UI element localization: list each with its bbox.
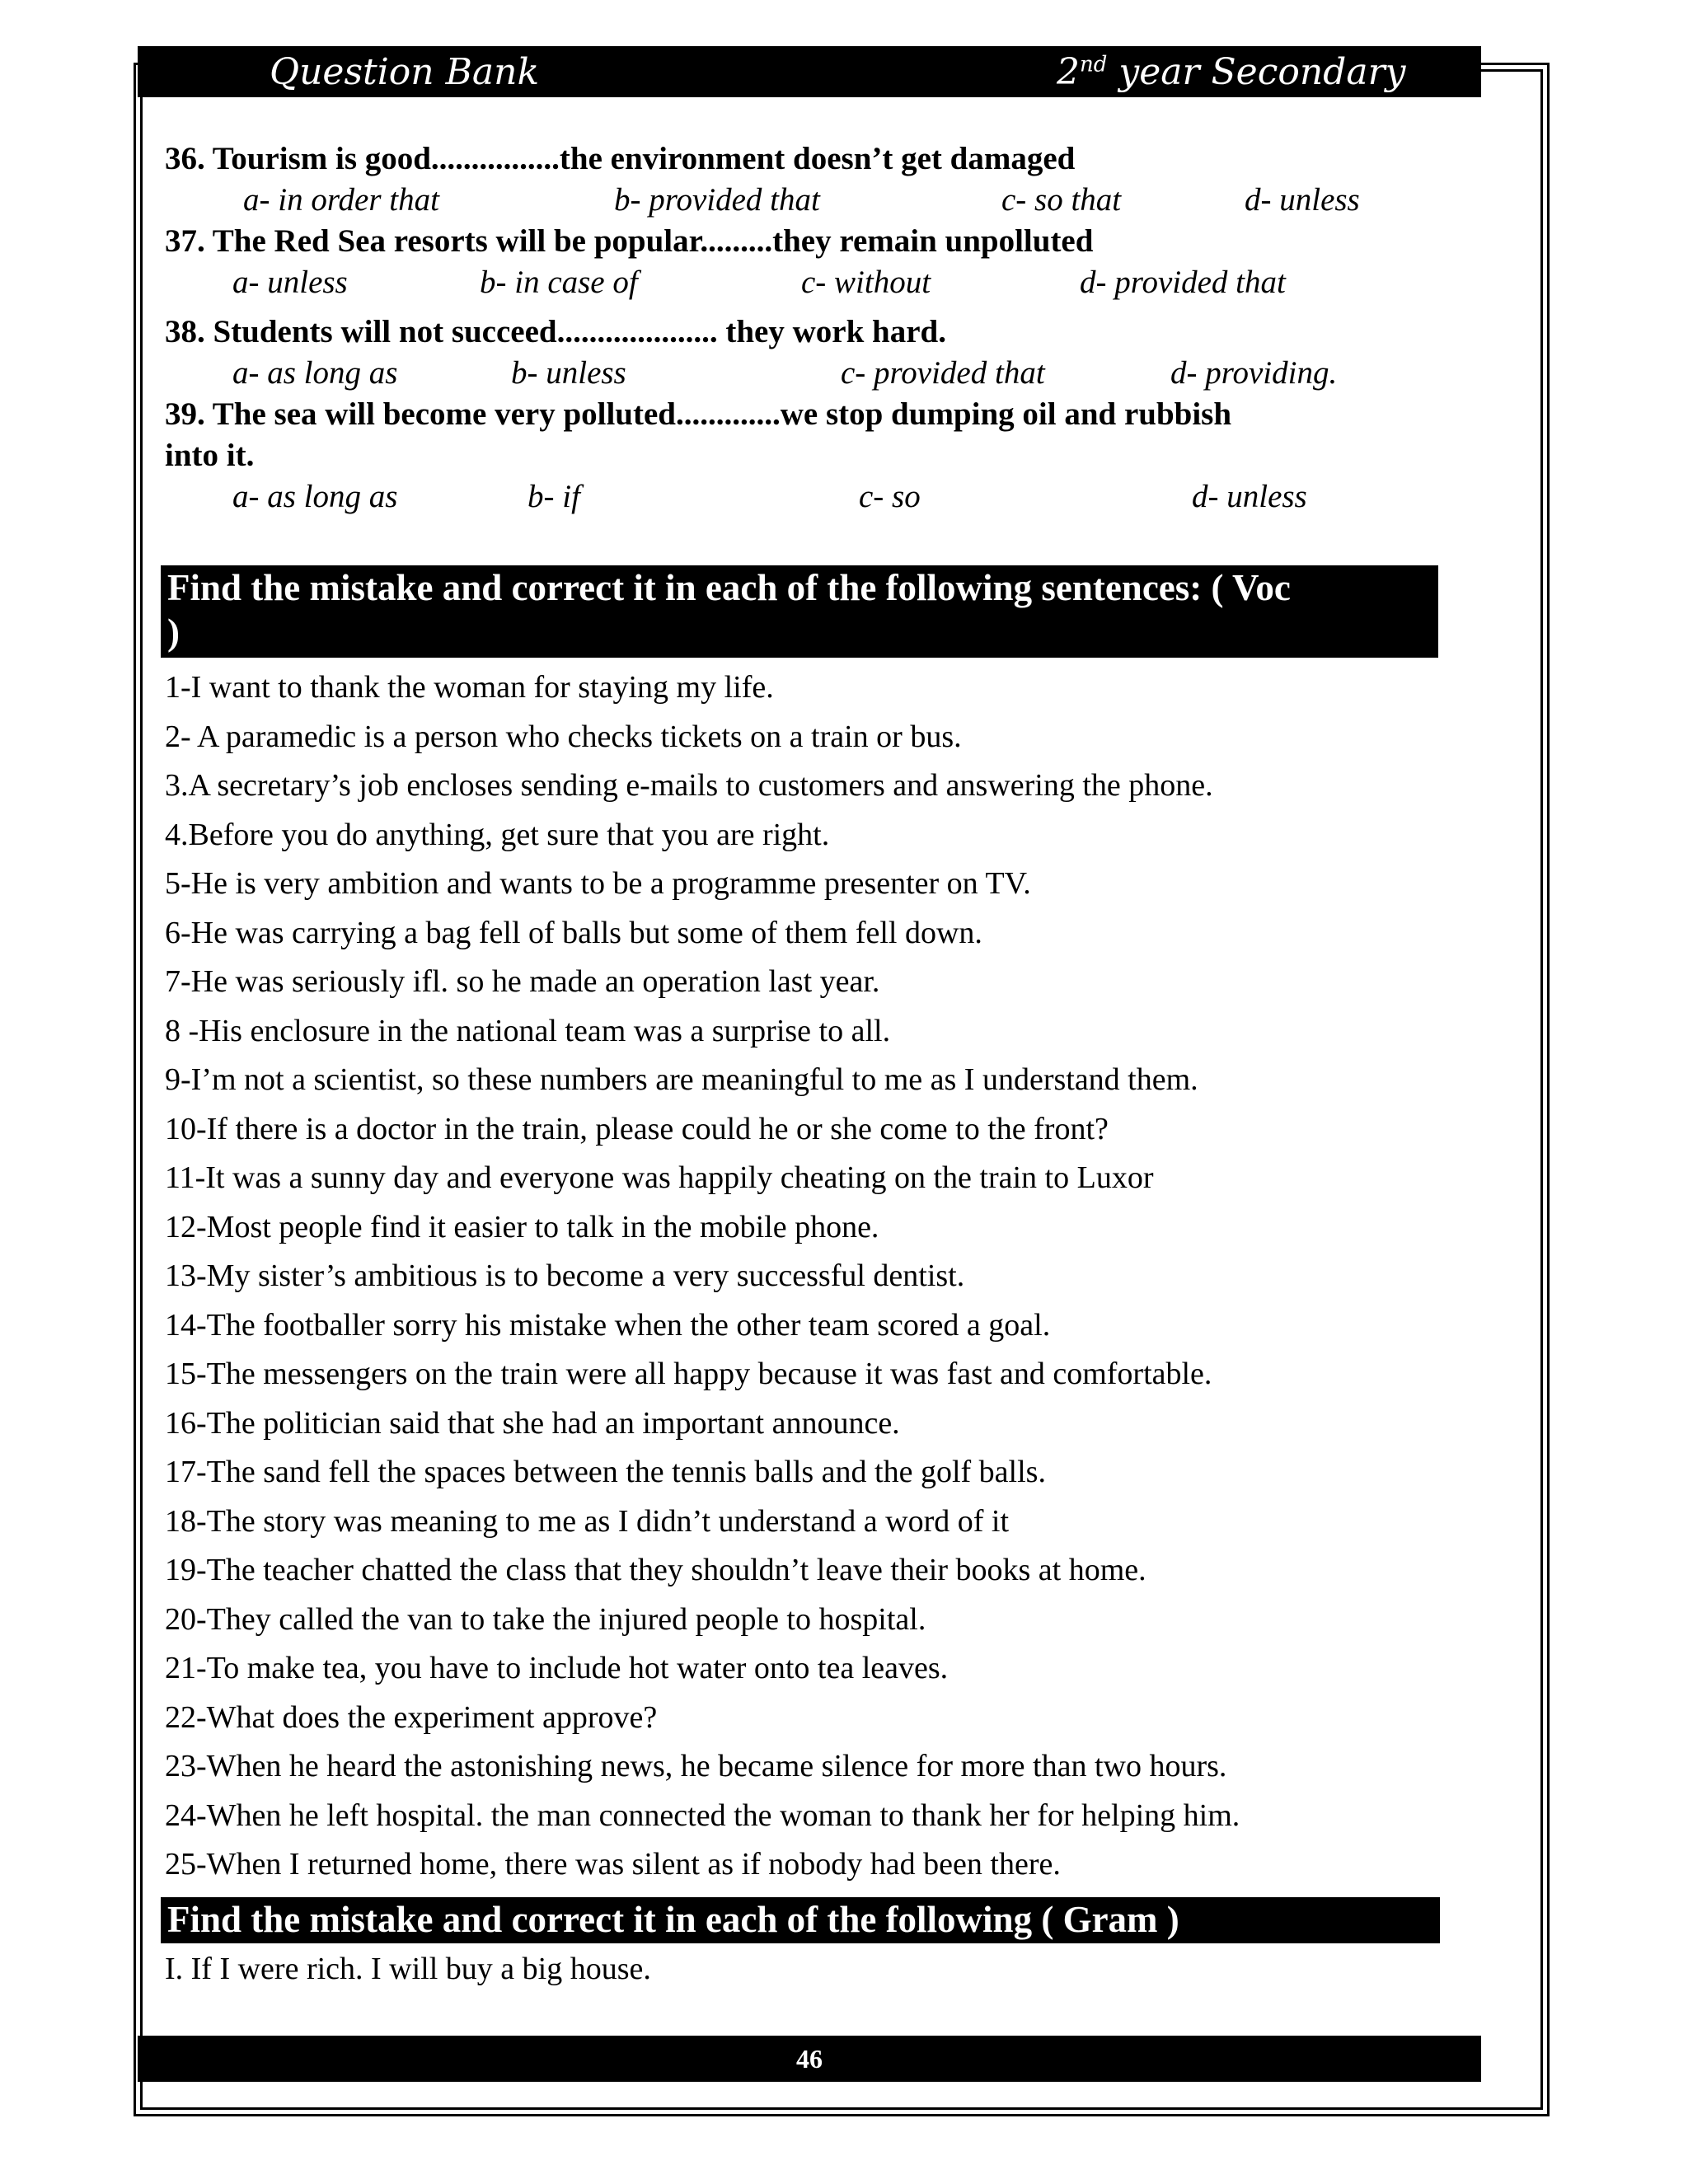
option-d: d- unless (1192, 479, 1307, 514)
option-c: c- so that (1001, 182, 1122, 218)
list-item: 20-They called the van to take the injured people to hospital. (165, 1601, 926, 1637)
option-a: a- in order that (243, 182, 439, 218)
list-item: 2- A paramedic is a person who checks tickets on a train or bus. (165, 719, 962, 754)
list-item: 24-When he left hospital. the man connected the woman to thank her for helping him. (165, 1797, 1240, 1833)
header-title: Question Bank (270, 51, 540, 93)
option-b: b- if (528, 479, 580, 514)
list-item: 12-Most people find it easier to talk in the mobile phone. (165, 1209, 879, 1244)
list-item: 21-To make tea, you have to include hot water onto tea leaves. (165, 1651, 949, 1685)
list-item: 13-My sister’s ambitious is to become a very successful dentist. (165, 1258, 965, 1293)
list-item: 11-It was a sunny day and everyone was happily cheating on the train to Luxor (165, 1160, 1154, 1195)
list-item: 5-He is very ambition and wants to be a programme presenter on TV. (165, 866, 1031, 901)
question-39-continued: into it. (165, 438, 255, 473)
footer-bar (138, 2036, 1481, 2082)
list-item: 9-I’m not a scientist, so these numbers are meaningful to me as I understand them. (165, 1062, 1198, 1097)
option-c: c- so (859, 479, 921, 514)
list-item: 6-He was carrying a bag fell of balls but some of them fell down. (165, 915, 982, 950)
option-d: d- provided that (1080, 265, 1286, 300)
option-d: d- unless (1245, 182, 1360, 218)
list-item: 1-I want to thank the woman for staying my life. (165, 670, 774, 705)
list-item: 16-The politician said that she had an important announce. (165, 1405, 900, 1441)
page-number: 46 (796, 2044, 823, 2074)
list-item: 8 -His enclosure in the national team was a surprise to all. (165, 1013, 891, 1048)
list-item: 22-What does the experiment approve? (165, 1699, 658, 1735)
option-b: b- unless (511, 355, 626, 391)
option-a: a- unless (232, 265, 348, 300)
option-b: b- provided that (614, 182, 820, 218)
list-item: 10-If there is a doctor in the train, please could he or she come to the front? (165, 1111, 1109, 1146)
list-item: 15-The messengers on the train were all happy because it was fast and comfortable. (165, 1357, 1212, 1391)
question-36: 36. Tourism is good................the environment doesn’t get damaged (165, 141, 1076, 176)
option-c: c- without (801, 265, 931, 300)
option-a: a- as long as (232, 355, 398, 391)
option-a: a- as long as (232, 479, 398, 514)
list-item: 7-He was seriously ifl. so he made an operation last year. (165, 964, 880, 999)
header-bar (138, 46, 1481, 97)
list-item: 23-When he heard the astonishing news, he became silence for more than two hours. (165, 1749, 1227, 1783)
section-heading-voc (161, 565, 1438, 658)
list-item: I. If I were rich. I will buy a big house. (165, 1952, 651, 1986)
list-item: 14-The footballer sorry his mistake when the other team scored a goal. (165, 1307, 1051, 1343)
question-37: 37. The Red Sea resorts will be popular.........they remain unpolluted (165, 223, 1094, 259)
question-39: 39. The sea will become very polluted.............we stop dumping oil and rubbish (165, 396, 1232, 432)
option-d: d- providing. (1170, 355, 1338, 391)
option-b: b- in case of (480, 265, 638, 300)
list-item: 18-The story was meaning to me as I didn’t understand a word of it (165, 1503, 1010, 1539)
header-grade: 2nd year Secondary (1057, 51, 1406, 93)
list-item: 3.A secretary’s job encloses sending e-mails to customers and answering the phone. (165, 768, 1213, 803)
option-c: c- provided that (841, 355, 1045, 391)
section-heading-gram: Find the mistake and correct it in each of the following ( Gram ) (161, 1897, 1440, 1943)
list-item: 25-When I returned home, there was silent as if nobody had been there. (165, 1847, 1061, 1882)
section-heading-line: Find the mistake and correct it in each of the following sentences: ( Voc (167, 567, 1291, 608)
list-item: 4.Before you do anything, get sure that you are right. (165, 817, 830, 852)
question-38: 38. Students will not succeed.................... they work hard. (165, 314, 946, 349)
section-heading-line: ) (167, 612, 180, 653)
list-item: 17-The sand fell the spaces between the tennis balls and the golf balls. (165, 1455, 1046, 1489)
list-item: 19-The teacher chatted the class that they shouldn’t leave their books at home. (165, 1553, 1146, 1587)
